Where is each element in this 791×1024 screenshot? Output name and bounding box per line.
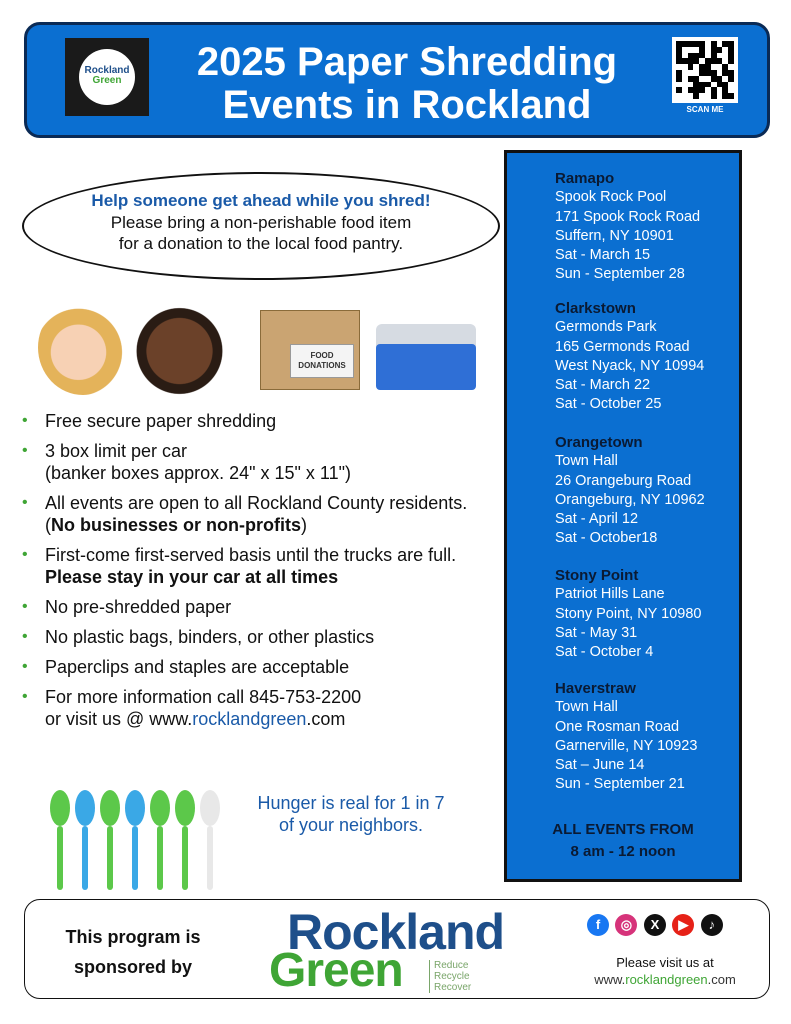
child-photo-girl — [38, 300, 128, 395]
event-detail: 165 Germonds Road — [555, 338, 690, 355]
event-schedule-panel — [504, 150, 742, 882]
callout-line-1: Please bring a non-perishable food item — [110, 213, 412, 232]
qr-scan-label: SCAN ME — [686, 105, 724, 114]
social-icons — [587, 914, 725, 940]
event-location — [555, 299, 745, 415]
spoons-image — [50, 790, 230, 894]
header-banner — [24, 22, 770, 138]
event-detail: Garnerville, NY 10923 — [555, 737, 698, 754]
event-detail: 171 Spook Rock Road — [555, 208, 701, 225]
list-item: • 3 box limit per car (banker boxes approx. 24" x 15" x 11") — [22, 440, 492, 484]
event-hours: ALL EVENTS FROM 8 am - 12 noon — [552, 821, 694, 860]
rockland-green-brand-logo — [269, 906, 529, 996]
list-item: • Free secure paper shredding — [22, 410, 492, 432]
spoon — [100, 790, 120, 890]
brand-word-rockland: Rockland — [287, 904, 505, 960]
x-icon[interactable]: X — [644, 914, 666, 936]
spoon — [200, 790, 220, 890]
title-line-1: 2025 Paper Shredding — [196, 40, 618, 84]
qr-code-icon[interactable] — [672, 37, 738, 103]
event-location — [555, 433, 745, 549]
facebook-icon[interactable]: f — [587, 914, 609, 936]
event-detail: Sat - October18 — [555, 530, 658, 547]
spoon — [150, 790, 170, 890]
event-town-name: Stony Point — [555, 567, 639, 584]
recycling-bin-photo — [376, 344, 476, 390]
spoon — [75, 790, 95, 890]
list-item: • No plastic bags, binders, or other plastics — [22, 626, 492, 648]
event-detail: Sat - April 12 — [555, 511, 639, 528]
event-location — [555, 169, 745, 285]
sponsor-footer — [24, 899, 770, 999]
tiktok-icon[interactable]: ♪ — [701, 914, 723, 936]
list-item: • All events are open to all Rockland County residents. (No businesses or non-profits) — [22, 492, 492, 536]
event-detail: West Nyack, NY 10994 — [555, 357, 705, 374]
event-detail: Sat - March 22 — [555, 377, 651, 394]
list-item: • For more information call 845-753-2200 or visit us @ www.rocklandgreen.com — [22, 686, 492, 730]
child-photo-boy — [130, 296, 240, 396]
youtube-icon[interactable]: ▶ — [672, 914, 694, 936]
event-detail: 26 Orangeburg Road — [555, 472, 692, 489]
event-detail: Sat - October 4 — [555, 644, 654, 661]
list-item: • Paperclips and staples are acceptable — [22, 656, 492, 678]
event-detail: Town Hall — [555, 699, 618, 716]
event-detail: Town Hall — [555, 453, 618, 470]
event-detail: Germonds Park — [555, 319, 657, 336]
list-item: • First-come first-served basis until the trucks are full. Please stay in your car at all times — [22, 544, 492, 588]
logo-text-top: Rockland — [84, 65, 130, 76]
brand-word-green: Green — [269, 944, 403, 997]
title-line-2: Events in Rockland — [222, 83, 592, 127]
event-detail: Sat – June 14 — [555, 757, 645, 774]
spoon — [50, 790, 70, 890]
callout-line-2: for a donation to the local food pantry. — [118, 234, 404, 253]
event-location — [555, 679, 745, 795]
brand-tagline: Reduce Recycle Recover — [429, 960, 471, 993]
spoon — [125, 790, 145, 890]
event-detail: Sat - May 31 — [555, 624, 638, 641]
event-detail: Stony Point, NY 10980 — [555, 605, 702, 622]
food-donation-callout — [22, 172, 500, 280]
event-rules-list — [22, 410, 492, 738]
event-detail: One Rosman Road — [555, 718, 680, 735]
event-detail: Spook Rock Pool — [555, 189, 667, 206]
event-town-name: Haverstraw — [555, 680, 636, 697]
event-detail: Sun - September 21 — [555, 776, 685, 793]
footer-website-link[interactable]: www.rocklandgreen.com — [594, 972, 736, 987]
callout-lead: Help someone get ahead while you shred! — [91, 191, 431, 210]
event-detail: Sat - March 15 — [555, 247, 651, 264]
event-location — [555, 566, 745, 662]
event-town-name: Clarkstown — [555, 300, 636, 317]
event-detail: Patriot Hills Lane — [555, 586, 665, 603]
list-item: • No pre-shredded paper — [22, 596, 492, 618]
hunger-statement: Hunger is real for 1 in 7 of your neighbors. — [257, 793, 445, 835]
event-town-name: Orangetown — [555, 434, 643, 451]
event-detail: Sat - October 25 — [555, 396, 662, 413]
logo-text-bottom: Green — [92, 75, 122, 86]
sponsor-text: This program is sponsored by — [65, 927, 201, 977]
rockland-green-logo — [65, 38, 149, 116]
event-detail: Sun - September 28 — [555, 266, 685, 283]
page-title — [177, 41, 637, 127]
photo-strip — [38, 288, 478, 398]
event-town-name: Ramapo — [555, 170, 615, 187]
website-link[interactable]: or visit us @ www.rocklandgreen.com — [45, 709, 346, 729]
spoon — [175, 790, 195, 890]
visit-us-text: Please visit us at www.rocklandgreen.com — [565, 954, 765, 988]
event-detail: Suffern, NY 10901 — [555, 227, 674, 244]
donation-box-label: FOOD DONATIONS — [290, 344, 354, 378]
instagram-icon[interactable]: ◎ — [615, 914, 637, 936]
event-detail: Orangeburg, NY 10962 — [555, 491, 705, 508]
